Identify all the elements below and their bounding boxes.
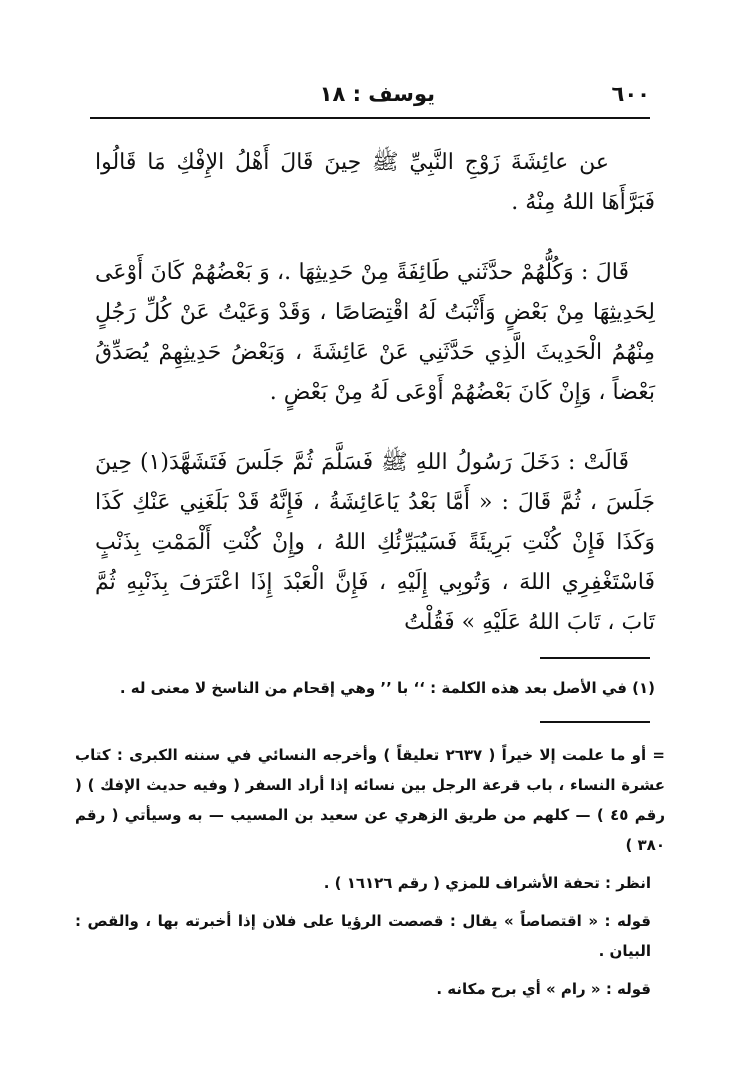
- main-text: [95, 143, 655, 673]
- running-title: يوسف : ١٨: [319, 82, 435, 106]
- page-header: [90, 78, 650, 112]
- footnote-rule-bottom: [540, 721, 650, 723]
- footnote-rule-top: [540, 657, 650, 659]
- footnote: (١) في الأصل بعد هذه الكلمة : ‘‘ با ’’ وهي إقحام من الناسخ لا معنى له .: [119, 679, 655, 697]
- note-line-2: انظر : تحفة الأشراف للمزي ( رقم ١٦١٢٦ ) .: [323, 874, 651, 892]
- paragraph-2: قَالَ : وَكُلُّهُمْ حدَّثَني طَائِفَةً مِنْ حَدِيثِهَا .، وَ بَعْضُهُمْ كَانَ أَوْعَى لِحَدِيثِهَا مِنْ بَعْضٍ وَأَثْبَتُ لَهُ اقْتِصَاصًا ، وَقَدْ وَعَيْتُ عَنْ كُلِّ رَجُلٍ مِنْهُمُ الْحَدِيثَ الَّذِي حَدَّثَنِي عَنْ عَائِشَةَ ، وَبَعْضُ حَدِيثِهِمْ يُصَدِّقُ بَعْضاً ، وَإِنْ كَانَ بَعْضُهُمْ أَوْعَى لَهُ مِنْ بَعْضٍ .: [95, 260, 655, 405]
- notes: [75, 740, 665, 1012]
- paragraph-3: قَالَتْ : دَخَلَ رَسُولُ اللهِ ﷺ فَسَلَّمَ ثُمَّ جَلَسَ فَتَشَهَّدَ(١) حِينَ جَلَسَ ، ثُمَّ قَالَ : « أَمَّا بَعْدُ يَاعَائِشَةُ ، فَإِنَّهُ قَدْ بَلَغَنِي عَنْكِ كَذَا وَكَذَا فَإِنْ كُنْتِ بَرِيئَةً فَسَيُبَرِّئُكِ اللهُ ، وإِنْ كُنْتِ أَلْمَمْتِ بِذَنْبٍ فَاسْتَغْفِرِي اللهَ ، وَتُوبِي إِلَيْهِ ، فَإِنَّ الْعَبْدَ إِذَا اعْتَرَفَ بِذَنْبِهِ ثُمَّ تَابَ ، تَابَ اللهُ عَلَيْهِ » فَقُلْتُ: [95, 450, 655, 635]
- note-line-1: = أو ما علمت إلا خيراً ( ٢٦٣٧ تعليقاً ) وأخرجه النسائي في سننه الكبرى : كتاب عشرة النساء ، باب قرعة الرجل بين نسائه إذا أراد السفر ( وفيه حديث الإفك ) ( رقم ٤٥ ) — كلهم من طريق الزهري عن سعيد بن المسيب — به وسيأتي ( رقم ٣٨٠ ): [75, 746, 665, 854]
- note-line-3: قوله : « اقتصاصاً » يقال : قصصت الرؤيا على فلان إذا أخبرته بها ، والقص : البيان .: [75, 912, 651, 960]
- paragraph-1: عن عائِشَةَ زَوْجِ النَّبِيِّ ﷺ حِينَ قَالَ أَهْلُ الإِفْكِ مَا قَالُوا فَبَرَّأَهَا اللهُ مِنْهُ .: [95, 150, 655, 215]
- page-number: ٦٠٠: [611, 82, 650, 106]
- header-rule: [90, 117, 650, 119]
- note-line-4: قوله : « رام » أي برح مكانه .: [436, 980, 651, 998]
